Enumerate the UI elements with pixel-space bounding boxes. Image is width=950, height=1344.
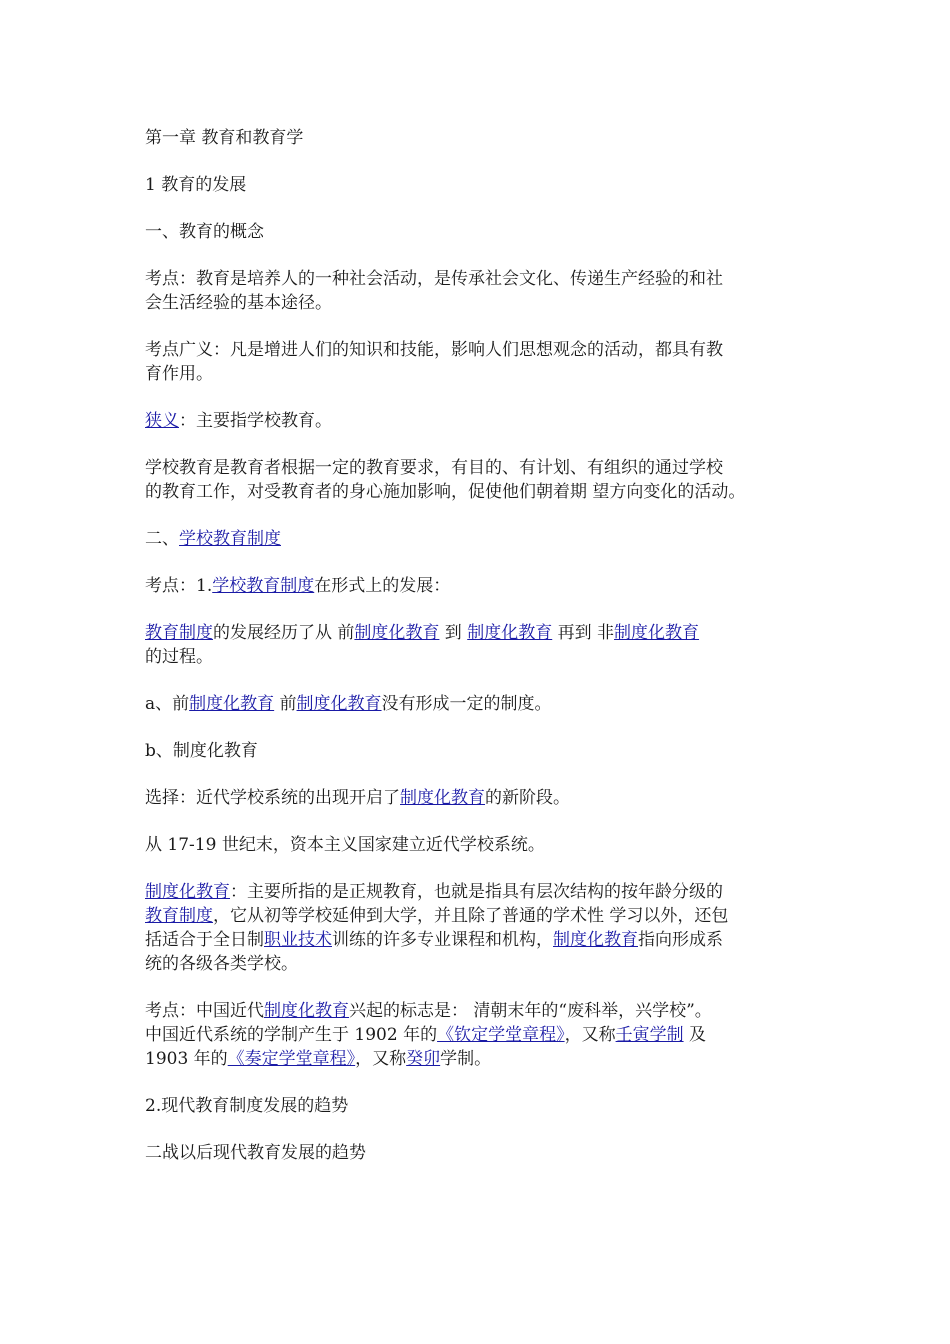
paragraph <box>145 338 825 386</box>
text-segment: 前 <box>274 694 297 714</box>
hyperlink[interactable]: 制度化教育 <box>614 623 700 643</box>
paragraph <box>145 880 825 976</box>
text-segment: 再到 非 <box>552 623 615 643</box>
hyperlink[interactable]: 《钦定学堂章程》 <box>437 1025 565 1045</box>
text-segment: 一、教育的概念 <box>145 222 264 242</box>
hyperlink[interactable]: 制度化教育 <box>189 694 275 714</box>
paragraph <box>145 999 825 1071</box>
paragraph <box>145 1141 825 1165</box>
hyperlink[interactable]: 狭义 <box>145 411 179 431</box>
hyperlink[interactable]: 教育制度 <box>145 906 213 926</box>
text-segment: 的发展经历了从 前 <box>213 623 355 643</box>
text-segment: 在形式上的发展： <box>314 576 451 596</box>
text-segment: 二战以后现代教育发展的趋势 <box>145 1143 366 1163</box>
paragraph <box>145 621 825 669</box>
hyperlink[interactable]: 制度化教育 <box>400 788 485 808</box>
text-segment: ，又称 <box>355 1049 407 1069</box>
paragraph <box>145 786 825 810</box>
text-segment: 选择：近代学校系统的出现开启了 <box>145 788 400 808</box>
paragraph <box>145 833 825 857</box>
text-segment: b、制度化教育 <box>145 741 258 761</box>
hyperlink[interactable]: 职业技术 <box>264 930 332 950</box>
paragraph <box>145 739 825 763</box>
text-segment: 学制。 <box>440 1049 492 1069</box>
text-segment: ：主要所指的是正规教育，也就是指具有层次结构的按年龄分级的 <box>230 882 723 902</box>
text-segment: 1 教育的发展 <box>145 175 247 195</box>
text-segment: 没有形成一定的制度。 <box>381 694 552 714</box>
text-segment: 到 <box>439 623 468 643</box>
paragraph <box>145 574 825 598</box>
text-segment: 的过程。 <box>145 647 213 667</box>
hyperlink[interactable]: 癸卯 <box>406 1049 441 1069</box>
hyperlink[interactable]: 制度化教育 <box>264 1001 349 1021</box>
text-segment: 二、 <box>145 529 179 549</box>
document-body <box>145 126 825 1165</box>
hyperlink[interactable]: 制度化教育 <box>296 694 382 714</box>
subsection-heading <box>145 527 825 551</box>
paragraph <box>145 692 825 716</box>
text-segment: 的新阶段。 <box>485 788 570 808</box>
text-segment: 及 1903 年的 <box>145 1025 706 1069</box>
hyperlink[interactable]: 学校教育制度 <box>212 576 315 596</box>
text-segment: ：主要指学校教育。 <box>179 411 332 431</box>
hyperlink[interactable]: 《奏定学堂章程》 <box>227 1049 356 1069</box>
text-segment: 第一章 教育和教育学 <box>145 128 304 148</box>
hyperlink[interactable]: 制度化教育 <box>467 623 553 643</box>
text-segment: 训练的许多专业课程和机构， <box>332 930 553 950</box>
text-segment: a、前 <box>145 694 190 714</box>
paragraph <box>145 267 825 315</box>
text-segment: 学校教育是教育者根据一定的教育要求，有目的、有计划、有组织的通过学校 的教育工作，对受教育者的身心施加影响，促使他们朝着期 望方向变化的活动。 <box>145 458 746 502</box>
text-segment: 考点：中国近代 <box>145 1001 264 1021</box>
text-segment: 考点：1. <box>145 576 213 596</box>
hyperlink[interactable]: 制度化教育 <box>145 882 230 902</box>
hyperlink[interactable]: 学校教育制度 <box>179 529 281 549</box>
text-segment: 2.现代教育制度发展的趋势 <box>145 1096 349 1116</box>
hyperlink[interactable]: 制度化教育 <box>553 930 638 950</box>
paragraph <box>145 456 825 504</box>
paragraph <box>145 409 825 433</box>
subsection-heading <box>145 220 825 244</box>
text-segment: ，它从初等学校延伸到大学，并且除了普通的学术性 学习以外，还包 括适合于全日制 <box>145 906 729 950</box>
text-segment: 指向形成系 统的各级各类学校。 <box>145 930 723 974</box>
section-heading <box>145 173 825 197</box>
text-segment: 从 17-19 世纪末，资本主义国家建立近代学校系统。 <box>145 835 545 855</box>
chapter-title <box>145 126 825 150</box>
text-segment: 考点广义：凡是增进人们的知识和技能，影响人们思想观念的活动，都具有教 育作用。 <box>145 340 723 384</box>
hyperlink[interactable]: 壬寅学制 <box>615 1025 684 1045</box>
text-segment: 兴起的标志是： 清朝末年的“废科举，兴学校”。 中国近代系统的学制产生于 1902 年的 <box>145 1001 712 1045</box>
hyperlink[interactable]: 制度化教育 <box>354 623 440 643</box>
subsection-heading <box>145 1094 825 1118</box>
text-segment: 考点：教育是培养人的一种社会活动，是传承社会文化、传递生产经验的和社 会生活经验的基本途径。 <box>145 269 723 313</box>
hyperlink[interactable]: 教育制度 <box>145 623 213 643</box>
text-segment: ，又称 <box>564 1025 616 1045</box>
